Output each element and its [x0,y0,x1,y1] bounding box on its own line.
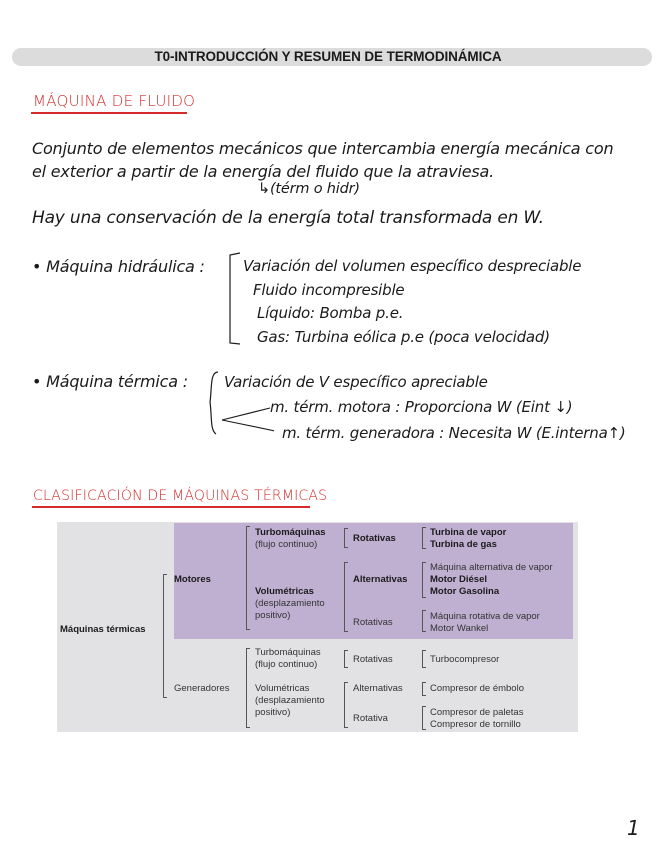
motor-wankel: Motor Wankel [430,623,489,634]
classification-table [57,522,578,732]
bracket [344,528,348,548]
gen-rotativa-label: Rotativa [353,713,388,724]
page-title: T0-INTRODUCCIÓN Y RESUMEN DE TERMODINÁMICA [154,49,502,64]
table-root-label: Máquinas térmicas [60,624,146,635]
motores-vol-sub2: positivo) [255,610,291,621]
bracket [422,682,426,696]
definition-note: ↳(térm o hidr) [258,181,360,197]
turbina-gas: Turbina de gas [430,539,497,550]
compresor-paletas: Compresor de paletas [430,707,524,718]
bracket [422,650,426,668]
motores-turbo-label: Turbomáquinas [255,527,326,538]
generadores-label: Generadores [174,683,230,694]
bracket [422,610,426,632]
motor-diesel: Motor Diésel [430,574,488,585]
motores-turbo-sub: (flujo continuo) [255,539,318,550]
hidraulica-bracket [226,251,242,347]
motores-rotativas2-label: Rotativas [353,617,393,628]
gen-vol-sub2: positivo) [255,707,291,718]
termica-item-3: m. térm. generadora : Necesita W (E.interna↑) [282,424,626,442]
section-heading-clasificacion: CLASIFICACIÓN DE MÁQUINAS TÉRMICAS [33,488,328,504]
heading-underline [31,112,187,114]
compresor-tornillo: Compresor de tornillo [430,719,521,730]
hidraulica-item-4: Gas: Turbina eólica p.e (poca velocidad) [257,328,550,346]
hidraulica-label: • Máquina hidráulica : [32,257,205,276]
gen-vol-sub1: (desplazamiento [255,695,325,706]
motor-gasolina: Motor Gasolina [430,586,500,597]
bracket [422,527,426,549]
termica-item-1: Variación de V específico apreciable [224,373,488,391]
termica-label: • Máquina térmica : [32,372,188,391]
motores-vol-label: Volumétricas [255,586,314,597]
definition-line-3: Hay una conservación de la energía total transformada en W. [32,208,544,228]
hidraulica-item-3: Líquido: Bomba p.e. [257,304,404,322]
hidraulica-item-2: Fluido incompresible [253,281,405,299]
turbina-vapor: Turbina de vapor [430,527,507,538]
gen-turbo-sub: (flujo continuo) [255,659,318,670]
gen-vol-label: Volumétricas [255,683,310,694]
gen-alternativas-label: Alternativas [353,683,403,694]
bracket [344,650,348,668]
turbocompresor: Turbocompresor [430,654,500,665]
bracket [422,706,426,730]
motores-rotativas-label: Rotativas [353,533,396,544]
compresor-embolo: Compresor de émbolo [430,683,524,694]
definition-line-2: el exterior a partir de la energía del fluido que la atraviesa. [32,162,495,181]
section-heading-maquina-fluido: MÁQUINA DE FLUIDO [33,92,196,110]
page-number: 1 [627,816,640,840]
root-bracket [163,574,167,698]
maquina-rotativa-vapor: Máquina rotativa de vapor [430,611,540,622]
bracket [344,682,348,728]
motores-label: Motores [174,574,211,585]
bracket [344,562,348,632]
generadores-bracket [246,648,250,728]
gen-turbo-label: Turbomáquinas [255,647,321,658]
heading-underline [32,506,310,508]
maquina-alternativa-vapor: Máquina alternativa de vapor [430,562,553,573]
motores-vol-sub1: (desplazamiento [255,598,325,609]
motores-bracket [246,526,250,630]
bracket [422,562,426,598]
motores-alternativas-label: Alternativas [353,574,408,585]
definition-line-1: Conjunto de elementos mecánicos que intercambia energía mecánica con [32,139,614,158]
hidraulica-item-1: Variación del volumen específico despreciable [243,257,582,275]
gen-rotativas-label: Rotativas [353,654,393,665]
termica-item-2: m. térm. motora : Proporciona W (Eint ↓) [270,398,573,416]
